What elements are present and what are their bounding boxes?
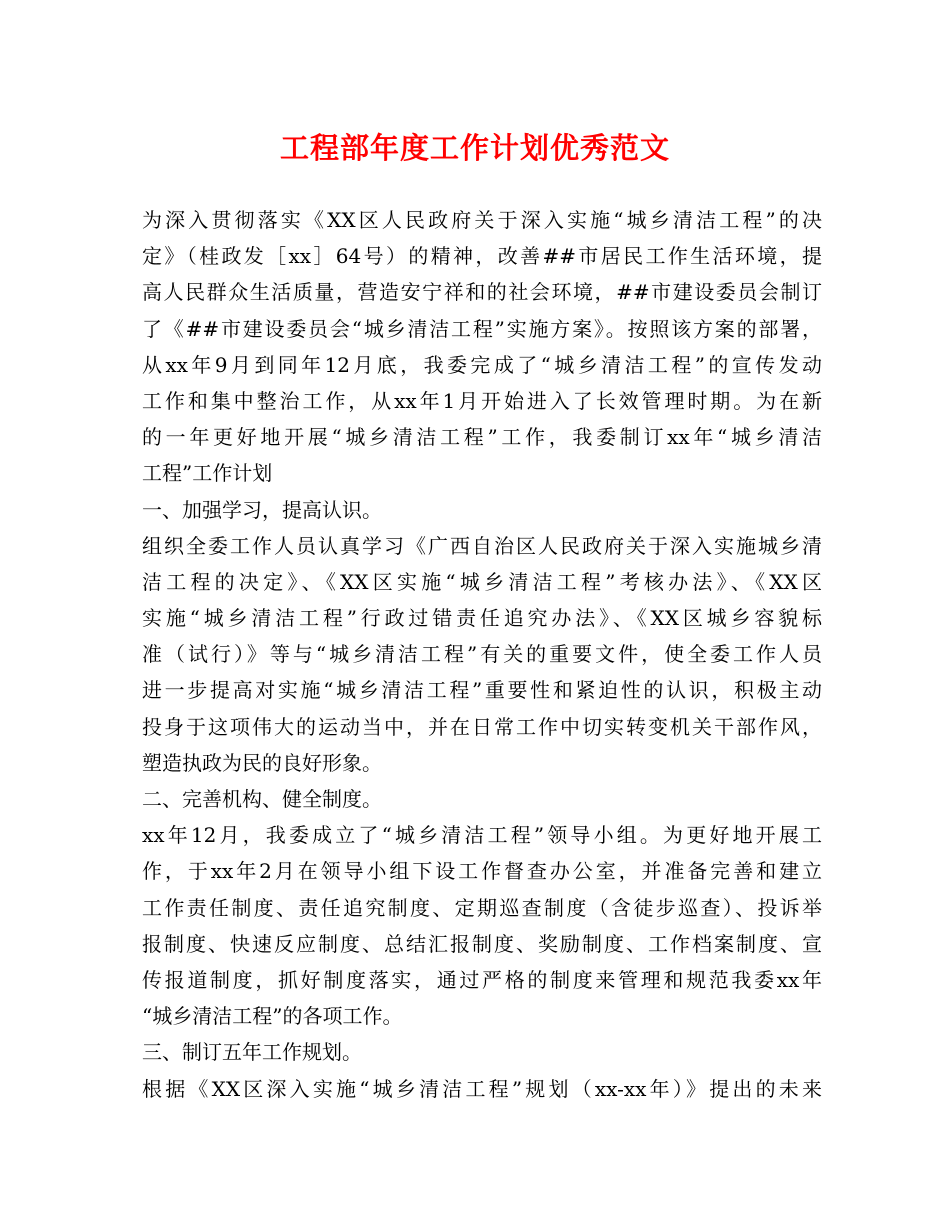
body-line: 进一步提高对实施“城乡清洁工程”重要性和紧迫性的认识，积极主动 [142, 678, 822, 703]
body-line: 高人民群众生活质量，营造安宁祥和的社会环境，##市建设委员会制订 [142, 280, 822, 305]
body-line: 从xx年9月到同年12月底，我委完成了“城乡清洁工程”的宣传发动 [142, 352, 822, 377]
body-line: 定》（桂政发［xx］64号）的精神，改善##市居民工作生活环境，提 [142, 244, 822, 269]
body-line: 为深入贯彻落实《XX区人民政府关于深入实施“城乡清洁工程”的决 [142, 208, 822, 232]
body-line: 洁工程的决定》、《XX区实施“城乡清洁工程”考核办法》、《XX区 [142, 569, 822, 594]
body-line: 工作责任制度、责任追究制度、定期巡查制度（含徒步巡查）、投诉举 [142, 895, 822, 920]
body-line: 根据《XX区深入实施“城乡清洁工程”规划（xx-xx年）》提出的未来 [142, 1076, 822, 1101]
body-line: 报制度、快速反应制度、总结汇报制度、奖励制度、工作档案制度、宣 [142, 931, 822, 956]
document-body [142, 202, 822, 1107]
body-line: xx年12月，我委成立了“城乡清洁工程”领导小组。为更好地开展工 [142, 823, 822, 848]
body-line: 工作和集中整治工作，从xx年1月开始进入了长效管理时期。为在新 [142, 388, 822, 413]
section-heading: 一、加强学习，提高认识。 [142, 497, 382, 522]
body-line: 作，于xx年2月在领导小组下设工作督查办公室，并准备完善和建立 [142, 859, 822, 884]
body-line: 组织全委工作人员认真学习《广西自治区人民政府关于深入实施城乡清 [142, 533, 822, 558]
body-line: 工程”工作计划 [142, 461, 273, 486]
body-line: “城乡清洁工程”的各项工作。 [142, 1004, 403, 1029]
section-heading: 二、完善机构、健全制度。 [142, 787, 382, 811]
section-heading: 三、制订五年工作规划。 [142, 1040, 362, 1065]
body-line: 传报道制度，抓好制度落实，通过严格的制度来管理和规范我委xx年 [142, 967, 822, 992]
body-line: 的一年更好地开展“城乡清洁工程”工作，我委制订xx年“城乡清洁 [142, 425, 822, 450]
body-line: 实施“城乡清洁工程”行政过错责任追究办法》、《XX区城乡容貌标 [142, 606, 822, 631]
body-line: 准（试行）》等与“城乡清洁工程”有关的重要文件，使全委工作人员 [142, 642, 822, 667]
body-line: 投身于这项伟大的运动当中，并在日常工作中切实转变机关干部作风， [142, 714, 822, 739]
body-line: 了《##市建设委员会“城乡清洁工程”实施方案》。按照该方案的部署， [142, 316, 822, 341]
document-title: 工程部年度工作计划优秀范文 [279, 131, 670, 165]
body-line: 塑造执政为民的良好形象。 [142, 750, 382, 775]
